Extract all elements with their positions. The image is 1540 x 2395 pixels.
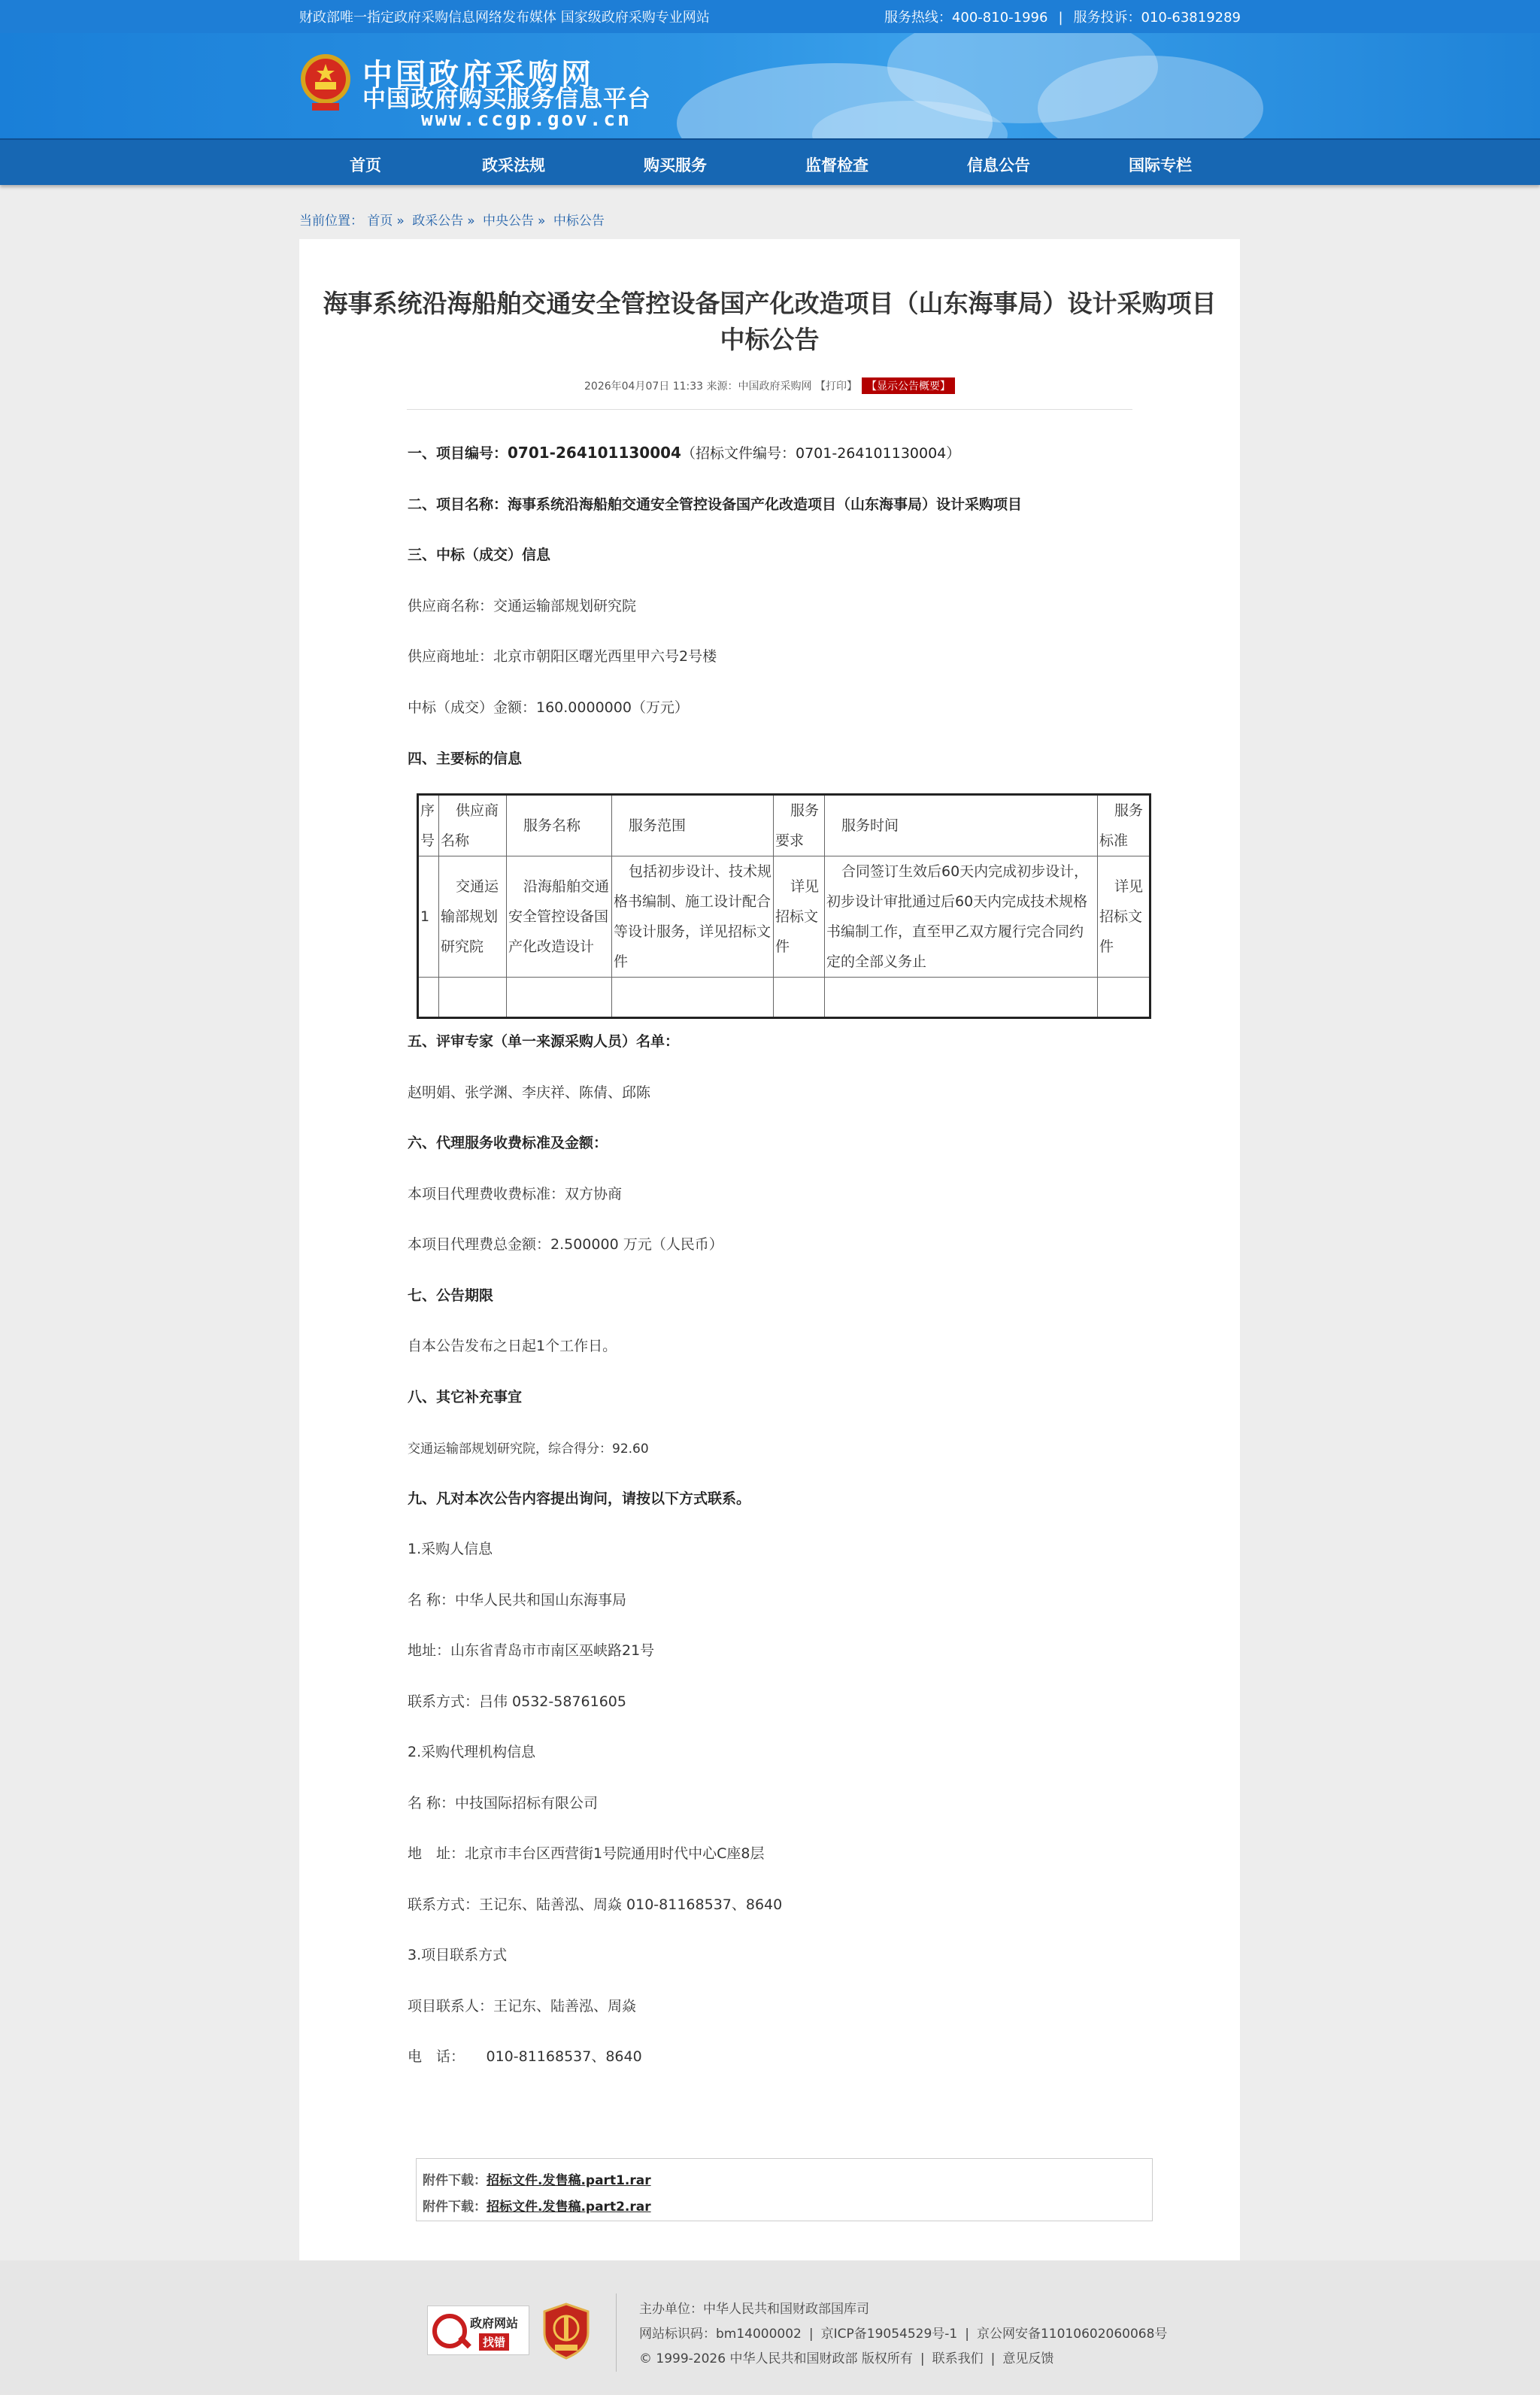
table-cell: 详见招标文件 [1098, 856, 1150, 978]
logo-name: 中国政府采购网 [362, 57, 594, 92]
feedback-link[interactable]: 意见反馈 [1002, 2351, 1054, 2366]
table-cell: 详见招标文件 [774, 856, 825, 978]
service-complaint: 服务投诉：010-63819289 [1073, 10, 1241, 26]
table-header: 服务标准 [1098, 795, 1150, 856]
section-main-subject: 四、主要标的信息 [408, 750, 523, 767]
award-amount: 中标（成交）金额：160.0000000（万元） [408, 699, 689, 716]
section-experts: 五、评审专家（单一来源采购人员）名单： [408, 1033, 680, 1050]
attachment-link-part1[interactable]: 招标文件.发售稿.part1.rar [487, 2173, 651, 2188]
section-contact: 九、凡对本次公告内容提出询问，请按以下方式联系。 [408, 1490, 751, 1507]
table-header-row [418, 795, 1150, 856]
purchaser-contact: 联系方式：吕伟 0532-58761605 [408, 1693, 626, 1710]
gov-site-error-report-badge[interactable]: 政府网站 找错 [427, 2306, 529, 2355]
table-header: 服务范围 [612, 795, 774, 856]
attachment-item: 附件下载：招标文件.发售稿.part2.rar [423, 2199, 651, 2215]
agency-contact: 联系方式：王记东、陆善泓、周焱 010-81168537、8640 [408, 1896, 783, 1913]
service-hotline: 服务热线：400-810-1996 [884, 10, 1048, 26]
purchaser-name: 名 称：中华人民共和国山东海事局 [408, 1592, 627, 1608]
nav-item-regulations[interactable]: 政采法规 [482, 156, 545, 174]
nav-item-purchase-services[interactable]: 购买服务 [644, 156, 707, 174]
table-header: 服务时间 [825, 795, 1098, 856]
supplier-address: 供应商地址：北京市朝阳区曙光西里甲六号2号楼 [408, 648, 717, 665]
print-link[interactable]: 【打印】 [814, 380, 857, 393]
attachments-box [416, 2158, 1153, 2221]
section-notice-period: 七、公告期限 [408, 1287, 494, 1304]
agency-name: 名 称：中技国际招标有限公司 [408, 1795, 599, 1811]
nav-item-home[interactable]: 首页 [350, 156, 381, 174]
fee-total: 本项目代理费总金额：2.500000 万元（人民币） [408, 1236, 723, 1253]
footer-registration: 网站标识码：bm14000002 | 京ICP备19054529号-1 | 京公网安备11010602060068号 [639, 2327, 1168, 2342]
breadcrumb: 当前位置： 首页 » 政采公告 » 中央公告 » 中标公告 [299, 214, 605, 229]
attachment-item: 附件下载：招标文件.发售稿.part1.rar [423, 2173, 651, 2188]
notice-period: 自本公告发布之日起1个工作日。 [408, 1338, 617, 1354]
breadcrumb-prefix: 当前位置： [299, 214, 363, 229]
subject-table [417, 793, 1151, 1019]
fee-standard: 本项目代理费收费标准：双方协商 [408, 1186, 623, 1202]
footer-copyright-line: © 1999-2026 中华人民共和国财政部 版权所有 | 联系我们 | 意见反馈 [639, 2351, 1054, 2366]
section-supplementary: 八、其它补充事宜 [408, 1389, 523, 1405]
logo-url: www.ccgp.gov.cn [421, 108, 632, 131]
breadcrumb-award-notices[interactable]: 中标公告 [553, 214, 605, 229]
table-header: 服务要求 [774, 795, 825, 856]
table-cell: 交通运输部规划研究院 [439, 856, 507, 978]
article-card [299, 239, 1240, 2260]
purchaser-title: 1.采购人信息 [408, 1541, 493, 1557]
header-banner [0, 33, 1540, 138]
attachment-link-part2[interactable]: 招标文件.发售稿.part2.rar [487, 2199, 651, 2215]
page-title: 海事系统沿海船舶交通安全管控设备国产化改造项目（山东海事局）设计采购项目 中标公告 [323, 289, 1217, 354]
breadcrumb-procurement-notices[interactable]: 政采公告 [412, 214, 464, 229]
agency-title: 2.采购代理机构信息 [408, 1744, 536, 1760]
logo-platform: 中国政府购买服务信息平台 [362, 86, 651, 113]
section-award-info: 三、中标（成交）信息 [408, 547, 551, 563]
site-tagline: 财政部唯一指定政府采购信息网络发布媒体 国家级政府采购专业网站 [299, 10, 710, 26]
supplementary-info: 交通运输部规划研究院，综合得分：92.60 [408, 1442, 649, 1457]
nav-item-international[interactable]: 国际专栏 [1129, 156, 1192, 174]
footer-divider [616, 2293, 617, 2372]
table-header: 服务名称 [507, 795, 612, 856]
show-summary-button[interactable]: 【显示公告概要】 [862, 377, 955, 394]
breadcrumb-home[interactable]: 首页 [367, 214, 393, 229]
table-cell: 合同签订生效后60天内完成初步设计，初步设计审批通过后60天内完成技术规格书编制工作，直至甲乙双方履行完合同约定的全部义务止 [825, 856, 1098, 978]
title-divider [407, 409, 1132, 410]
table-empty-row [418, 978, 1150, 1018]
nav-item-supervision[interactable]: 监督检查 [805, 156, 869, 174]
project-contact-phone: 电 话： 010-81168537、8640 [408, 2048, 642, 2065]
table-cell: 包括初步设计、技术规格书编制、施工设计配合等设计服务，详见招标文件 [612, 856, 774, 978]
project-contact-title: 3.项目联系方式 [408, 1947, 508, 1963]
main-nav [0, 138, 1540, 185]
top-bar [0, 0, 1540, 33]
table-header: 供应商名称 [439, 795, 507, 856]
table-header: 序号 [418, 795, 439, 856]
table-cell: 1 [418, 856, 439, 978]
contact-us-link[interactable]: 联系我们 [932, 2351, 984, 2366]
national-emblem-icon [299, 50, 353, 114]
article-meta [299, 377, 1240, 394]
table-cell: 沿海船舶交通安全管控设备国产化改造设计 [507, 856, 612, 978]
project-contact-person: 项目联系人：王记东、陆善泓、周焱 [408, 1998, 637, 2015]
expert-list: 赵明娟、张学渊、李庆祥、陈倩、邱陈 [408, 1084, 651, 1101]
supplier-name: 供应商名称：交通运输部规划研究院 [408, 598, 637, 614]
party-emblem-icon[interactable] [541, 2303, 591, 2360]
footer [0, 2260, 1540, 2395]
publish-info: 2026年04月07日 11:33 来源：中国政府采购网 [584, 380, 815, 393]
section-project-name: 二、项目名称：海事系统沿海船舶交通安全管控设备国产化改造项目（山东海事局）设计采购项目 [408, 496, 1023, 513]
section-agency-fee: 六、代理服务收费标准及金额： [408, 1135, 608, 1151]
breadcrumb-central-notices[interactable]: 中央公告 [483, 214, 535, 229]
service-info: 服务热线：400-810-1996 | 服务投诉：010-63819289 [884, 10, 1241, 26]
nav-item-announcements[interactable]: 信息公告 [967, 156, 1030, 174]
section-project-number: 一、项目编号：0701-264101130004（招标文件编号：0701-264101130004） [408, 444, 961, 462]
footer-host: 主办单位：中华人民共和国财政部国库司 [639, 2302, 869, 2317]
agency-address: 地 址：北京市丰台区西营街1号院通用时代中心C座8层 [408, 1845, 765, 1862]
purchaser-address: 地址：山东省青岛市市南区巫峡路21号 [408, 1642, 655, 1659]
table-row [418, 856, 1150, 978]
